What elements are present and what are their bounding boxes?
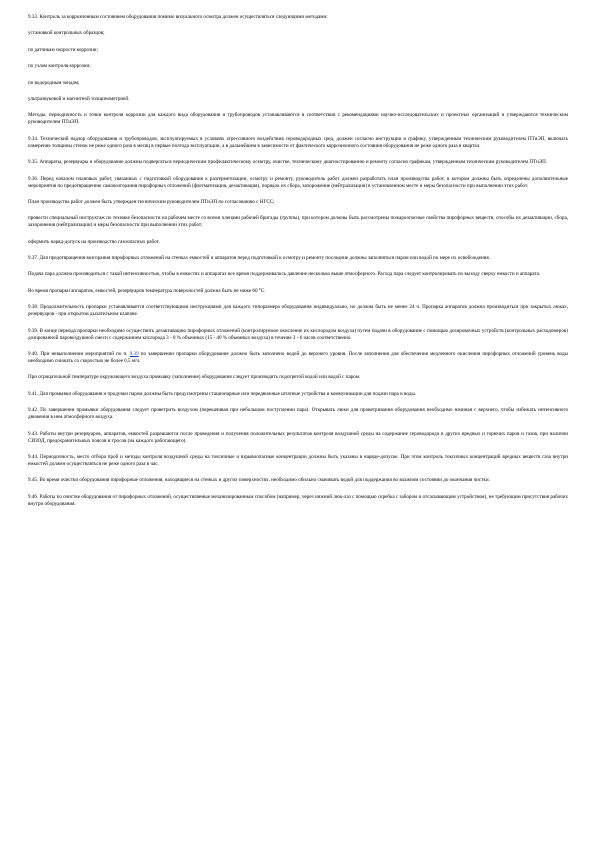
- document-page: [28, 14, 568, 517]
- paragraph-work-plan: План производства работ должен быть утвержден техническим руководителем ПТиЭП по согласованию с НГСС;: [28, 198, 275, 205]
- list-item-thickness-gauging: ультразвуковой и магнитной толщинометрией.: [28, 95, 130, 102]
- paragraph-9-40-prefix: 9.40. При невыполнении мероприятий по п.: [28, 351, 130, 358]
- paragraph-9-46: 9.46. Работы по очистке оборудования от пирофорных отложений, осуществляемые механизированным способом (например, через нижний люк-лаз с помощью скребка с забором и отсасывающим устройством), не требующим присутствия рабочих внутри оборудования.: [28, 493, 568, 507]
- paragraph-9-45: 9.45. Во время очистки оборудования пирофорные отложения, находящиеся на стенках и других поверхностях, необходимо обильно смачивать водой для поддержания во влажном состоянии до окончания чистки.: [28, 477, 490, 484]
- list-item-hydrogen-probes: по водородным зондам;: [28, 79, 80, 86]
- link-9-39[interactable]: 9.39: [129, 351, 139, 358]
- paragraph-9-33: 9.33. Контроль за коррозионным состоянием оборудования помимо визуального осмотра должен осуществляться следующими методами:: [28, 14, 328, 20]
- paragraph-9-38: 9.38. Продолжительность пропарки устанавливается соответствующими инструкциями для каждого типоразмера оборудования индивидуально, но должна быть не менее 24 ч. Пропарка аппаратов должна производиться при закрытых люках, резервуаров - при открытом дыхательном клапане.: [28, 304, 568, 318]
- list-item-corrosion-nodes: по узлам контроля коррозии;: [28, 63, 91, 70]
- paragraph-steam-supply: Подача пара должна производиться с такой интенсивностью, чтобы в емкостях и аппаратах все время поддерживалось давление несколько выше атмосферного. Расход пара следует контролировать по выходу сверху емкости и аппарата.: [28, 271, 541, 278]
- paragraph-9-36: 9.36. Перед началом плановых работ, связанных с подготовкой оборудования к разгерметизации, осмотру и ремонту, руководитель работ должен разработать план производства работ, в котором должны быть определены дополнительные мероприятия по предотвращению самовозгорания пирофорных отложений (флегматизация, дезактивация), порядок их сбора, запорожение (нейтрализация) в установленном месте и меры безопасности при выполнении этих работ.: [28, 175, 568, 189]
- paragraph-9-39: 9.39. В конце периода пропарки необходимо осуществить дезактивацию пирофорных отложений (контролируемое окисление их кислородом воздуха) путем подачи в оборудование с помощью дозировочных устройств (контрольных расходомеров) дозированной паровоздушной смеси с содержанием кислорода 3 - 8 % объемных (15 - 40 % объемных воздуха) в течение 3 - 6 часов соответственно.: [28, 327, 568, 341]
- paragraph-9-43: 9.43. Работы внутри резервуаров, аппаратов, емкостей разрешаются после проведения и получения положительных результатов контроля воздушной среды на содержание сероводорода и других вредных и горючих паров и газов, при наличии СИЗОД, предохранительных поясов и тросов (на каждого работающего).: [28, 430, 568, 444]
- paragraph-9-40: [28, 351, 568, 365]
- paragraph-9-40-suffix: по завершении пропарки оборудование должно быть заполнено водой до верхнего уровня. После заполнения для обеспечения медленного окисления пирофорных отложений уровень воды необходимо снижать со скоростью не более 0,5 м/ч.: [28, 351, 568, 365]
- paragraph-9-42: 9.42. По завершении промывки оборудования следует проветрить воздухом (перекачивая при небольшом поступлении пара). Открывать люки для проветривания оборудования необходимо начиная с верхнего, чтобы избежать интенсивного движения в нем атмосферного воздуха.: [28, 407, 568, 421]
- paragraph-steaming-temperature: Во время пропарки аппаратов, емкостей, резервуаров температура поверхностей должна быть не ниже 60 °С.: [28, 287, 266, 294]
- paragraph-9-41: 9.41. Для промывки оборудования и продувки паром должны быть предусмотрены стационарные или передвижные штатные устройства и коммуникации для подачи пара и воды.: [28, 390, 417, 397]
- paragraph-9-44: 9.44. Периодичность, место отбора проб и методы контроля воздушной среды на токсичные и взрывоопасные концентрации должны быть указаны в наряде-допуске. При этом контроль токсичных концентраций вредных веществ газа внутри емкостей должен осуществляться не реже одного раза в час.: [28, 453, 568, 467]
- paragraph-9-37: 9.37. Для предотвращения возгорания пирофорных отложений на стенках емкостей и аппаратов перед подготовкой к осмотру и ремонту последние должны заполняться паром или водой по мере их освобождения.: [28, 255, 491, 262]
- paragraph-briefing: провести специальный инструктаж по технике безопасности на рабочем месте со всеми членами рабочей бригады (группы), при котором должны быть рассмотрены пожароопасные свойства пирофорных веществ, способы их дезактивации, сбора, захоронения (нейтрализации) и меры безопасности при выполнении этих работ;: [28, 215, 568, 229]
- paragraph-permit: оформить наряд-допуск на производство газоопасных работ.: [28, 238, 160, 245]
- paragraph-9-34: 9.34. Технический надзор оборудования и трубопроводов, эксплуатируемых в условиях агрессивного воздействия сероводородных сред, должен согласно инструкции и графику, утвержденным техническим руководителем ПТиЭП, включать измерение толщины стенок не реже одного раза в месяц в первые полгода эксплуатации, а в дальнейшем в зависимости от фактического коррозионного состояния оборудования не реже одного раза в квартал.: [28, 135, 568, 149]
- list-item-corrosion-sensors: по датчикам скорости коррозии;: [28, 46, 98, 53]
- list-item-control-samples: установкой контрольных образцов;: [28, 30, 105, 37]
- paragraph-methods: Методы, периодичность и точки контроля коррозии для каждого вида оборудования и трубопроводов устанавливаются в соответствии с рекомендациями научно-исследовательских и проектных организаций и утверждаются техническим руководителем ПТиЭП.: [28, 112, 568, 126]
- paragraph-9-35: 9.35. Аппараты, резервуары и оборудование должны подвергаться периодическим профилактическому осмотру, очистке, техническому диагностированию и ремонту согласно графикам, утвержденным техническим руководителем ПТиЭП.: [28, 159, 548, 166]
- paragraph-cold-weather: При отрицательной температуре окружающего воздуха промывку (заполнение) оборудования следует производить подогретой водой или водой с паром.: [28, 374, 361, 381]
